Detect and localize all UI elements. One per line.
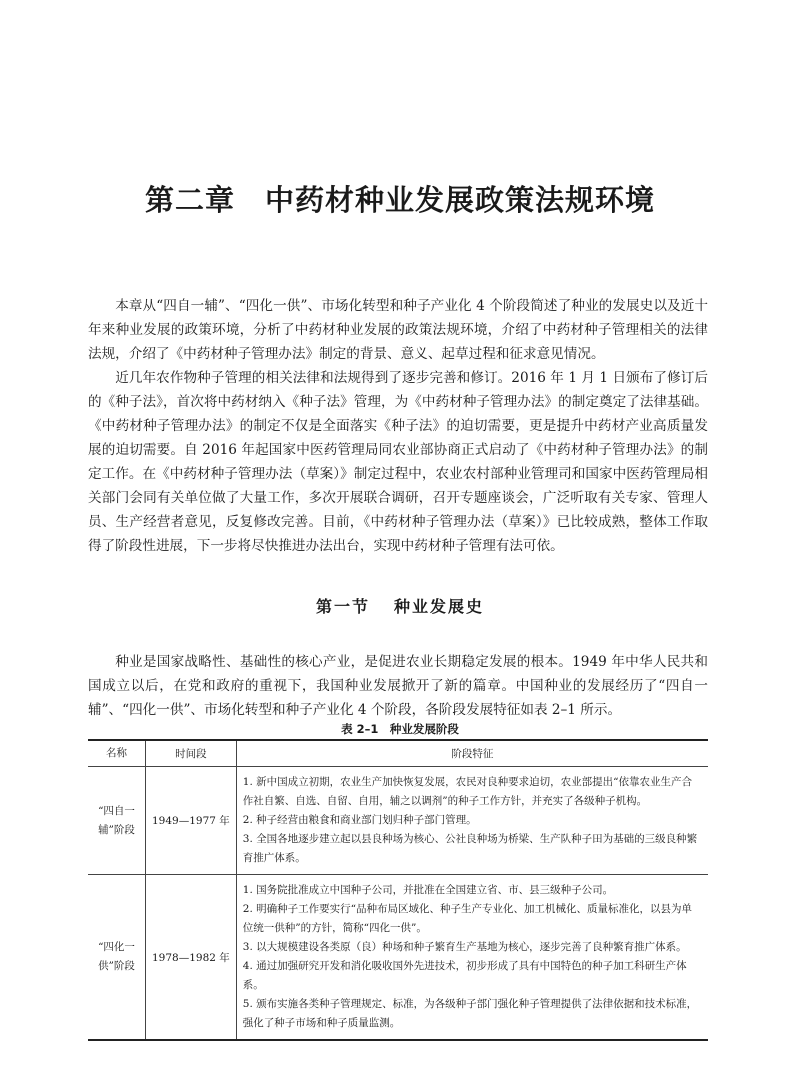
- row-period: 1949—1977 年: [146, 767, 237, 875]
- feature-item: 3. 全国各地逐步建立起以县良种场为核心、公社良种场为桥梁、生产队种子田为基础的三级良种繁育推广体系。: [242, 833, 698, 864]
- table-row: [88, 767, 708, 875]
- feature-item: 1. 新中国成立初期，农业生产加快恢复发展，农民对良种要求迫切，农业部提出“依靠农业生产合作社自繁、自选、自留、自用，辅之以调剂”的种子工作方针，并充实了各级种子机构。: [242, 776, 693, 807]
- section-title: [0, 594, 800, 617]
- feature-item: 2. 种子经营由粮食和商业部门划归种子部门管理。: [242, 814, 477, 826]
- intro-paragraph-1: 本章从“四自一辅”、“四化一供”、市场化转型和种子产业化 4 个阶段简述了种业的发展史以及近十年来种业发展的政策环境，分析了中药材种业发展的政策法规环境，介绍了中药材种子管理相关的法律法规，介绍了《中药材种子管理办法》制定的背景、意义、起草过程和征求意见情况。: [88, 298, 708, 362]
- chapter-intro: [88, 294, 708, 558]
- chapter-number: 第二章: [144, 183, 235, 217]
- intro-paragraph-2: 近几年农作物种子管理的相关法律和法规得到了逐步完善和修订。2016 年 1 月 1 日颁布了修订后的《种子法》，首次将中药材纳入《种子法》管理，为《中药材种子管理办法》的制定奠定了法律基础。《中药材种子管理办法》的制定不仅是全面落实《种子法》的迫切需要，更是提升中药材产业高质量发展的迫切需要。自 2016 年起国家中医药管理局同农业部协商正式启动了《中药材种子管理办法》的制定工作。在《中药材种子管理办法（草案）》制定过程中，农业农村部种业管理司和国家中医药管理局相关部门会同有关单位做了大量工作，多次开展联合调研，召开专题座谈会，广泛听取有关专家、管理人员、生产经营者意见，反复修改完善。目前，《中药材种子管理办法（草案）》已比较成熟，整体工作取得了阶段性进展，下一步将尽快推进办法出台，实现中药材种子管理有法可依。: [88, 370, 708, 554]
- section-name: 种业发展史: [394, 597, 485, 616]
- header-period: 时间段: [146, 740, 237, 767]
- chapter-title: [0, 178, 800, 219]
- feature-item: 1. 国务院批准成立中国种子公司，并批准在全国建立省、市、县三级种子公司。: [242, 884, 614, 896]
- table-header-row: [88, 740, 708, 767]
- table-caption: 表 2–1 种业发展阶段: [341, 722, 459, 736]
- section-number: 第一节: [315, 597, 370, 616]
- header-features: 阶段特征: [236, 740, 708, 767]
- stages-table: [88, 739, 708, 1041]
- chapter-name: 中药材种业发展政策法规环境: [265, 183, 656, 217]
- feature-item: 2. 明确种子工作要实行“品种布局区域化、种子生产专业化、加工机械化、质量标准化，以县为单位统一供种”的方针，简称“四化一供”。: [242, 903, 693, 934]
- table-row: [88, 875, 708, 1041]
- feature-item: 3. 以大规模建设各类原（良）种场和种子繁育生产基地为核心，逐步完善了良种繁育推广体系。: [242, 941, 687, 953]
- row-name: “四化一供”阶段: [88, 875, 146, 1041]
- feature-item: 4. 通过加强研究开发和消化吸收国外先进技术，初步形成了具有中国特色的种子加工科研生产体系。: [242, 960, 687, 991]
- feature-item: 5. 颁布实施各类种子管理规定、标准，为各级种子部门强化种子管理提供了法律依据和技术标准，强化了种子市场和种子质量监测。: [242, 998, 698, 1029]
- row-period: 1978—1982 年: [146, 875, 237, 1041]
- section-paragraph: 种业是国家战略性、基础性的核心产业，是促进农业长期稳定发展的根本。1949 年中华人民共和国成立以后，在党和政府的重视下，我国种业发展掀开了新的篇章。中国种业的发展经历了“四自一辅”、“四化一供”、市场化转型和种子产业化 4 个阶段，各阶段发展特征如表 2–1 所示。: [88, 654, 708, 718]
- row-name: “四自一辅”阶段: [88, 767, 146, 875]
- header-name: 名称: [88, 740, 146, 767]
- row-features: [236, 875, 708, 1041]
- section-body: [88, 650, 708, 722]
- row-features: [236, 767, 708, 875]
